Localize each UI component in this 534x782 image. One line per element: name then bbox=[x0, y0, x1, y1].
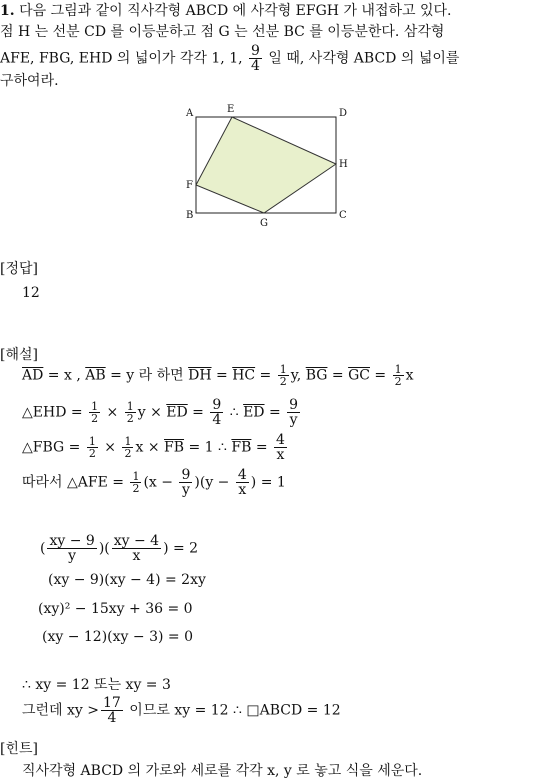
problem-line-4: 구하여라. bbox=[0, 73, 59, 89]
equation-3: (xy)² − 15xy + 36 = 0 bbox=[38, 601, 193, 617]
fraction: $\frac{9}{4}$ bbox=[251, 43, 260, 74]
label-a: A bbox=[186, 108, 194, 119]
conclusion-line-2: 그런데 xy > $\frac{17}{4}$ 이므로 xy = 12 ∴ □ABCD = 12 bbox=[22, 695, 341, 726]
label-h: H bbox=[339, 159, 348, 170]
answer-heading: [정답] bbox=[0, 261, 38, 277]
explanation-line-3: △FBG = $\frac{1}{2}$ × $\frac{1}{2}$ $x \times \overline{FB} = 1$ ∴ $\overline{FB}$ = $\frac{4}{x}$ bbox=[22, 432, 285, 463]
quadrilateral-efgh bbox=[196, 117, 336, 213]
rectangle-figure bbox=[180, 100, 360, 232]
explanation-line-2: △EHD = $\frac{1}{2}$ × $\frac{1}{2}$ $y \times \overline{ED}$ = $\frac{9}{4}$ ∴ $\overline{ED}$ = $\frac{9}{y}$ bbox=[22, 397, 299, 428]
hint-heading: [힌트] bbox=[0, 741, 38, 757]
problem-line-1: 1. 다음 그림과 같이 직사각형 ABCD 에 사각형 EFGH 가 내접하고 있다. bbox=[0, 3, 452, 19]
problem-line-3: AFE, FBG, EHD 의 넓이가 각각 1, 1, $\frac{9}{4}$ 일 때, 사각형 ABCD 의 넓이를 bbox=[0, 43, 460, 74]
label-b: B bbox=[186, 210, 194, 221]
equation-1: ( $\frac{xy - 9}{y}$ )( $\frac{xy - 4}{x}$ ) = 2 bbox=[40, 533, 199, 564]
equation-2: (xy − 9)(xy − 4) = 2xy bbox=[48, 572, 206, 588]
label-d: D bbox=[339, 108, 348, 119]
label-g: G bbox=[260, 218, 268, 229]
problem-line-2: 점 H 는 선분 CD 를 이등분하고 점 G 는 선분 BC 를 이등분한다. 삼각형 bbox=[0, 24, 445, 40]
explanation-heading: [해설] bbox=[0, 347, 38, 363]
conclusion-line-1: ∴ xy = 12 또는 xy = 3 bbox=[22, 677, 171, 693]
explanation-line-1: $\overline{AD} = x$ , $\overline{AB} = y$ 라 하면 $\overline{DH} = \overline{HC}$ = $\frac{1}{2}$ y, $\overline{BG} = \overline{GC}$ = $\frac{1}{2}$ x bbox=[22, 363, 414, 388]
label-c: C bbox=[339, 210, 347, 221]
label-e: E bbox=[227, 104, 235, 115]
explanation-line-4: 따라서 △AFE = $\frac{1}{2}$ (x − $\frac{9}{y}$ )(y − $\frac{4}{x}$ ) = 1 bbox=[22, 467, 286, 498]
answer-value: 12 bbox=[22, 285, 40, 301]
problem-number: 1. bbox=[0, 3, 15, 19]
label-f: F bbox=[186, 180, 193, 191]
hint-text: 직사각형 ABCD 의 가로와 세로를 각각 x, y 로 놓고 식을 세운다. bbox=[22, 763, 423, 779]
equation-4: (xy − 12)(xy − 3) = 0 bbox=[42, 629, 193, 645]
